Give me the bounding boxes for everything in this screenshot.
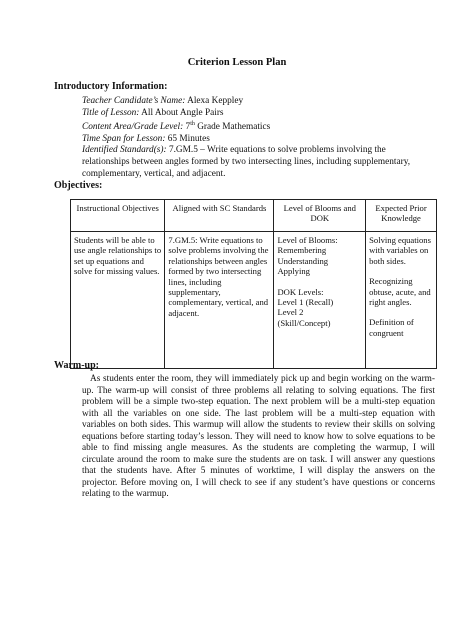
time-span-value: 65 Minutes (167, 133, 210, 144)
intro-block (82, 96, 427, 180)
blooms-level-1: Remembering (277, 245, 327, 256)
warmup-heading: Warm-up: (54, 360, 99, 371)
cell-aligned-standards: 7.GM.5: Write equations to solve problems involving the relationships between angles formed by two intersecting lines, including supplementary, complementary, vertical, and adjacent. (165, 232, 274, 369)
header-blooms-dok: Level of Blooms and DOK (274, 200, 366, 232)
lesson-title-line (82, 108, 427, 120)
prior-knowledge-3: Definition of congruent (369, 317, 414, 338)
intro-heading: Introductory Information: (54, 81, 168, 92)
dok-label: DOK Levels: (277, 286, 324, 297)
blooms-level-2: Understanding (277, 255, 329, 266)
content-area-value: Grade Mathematics (197, 122, 271, 133)
teacher-label: Teacher Candidate’s Name: (82, 96, 186, 106)
grade-suffix: th (190, 121, 195, 128)
prior-knowledge-2: Recognizing obtuse, acute, and right angles. (369, 276, 431, 308)
cell-instructional-objectives: Students will be able to use angle relationships to set up equations and solve for missing values. (71, 232, 165, 369)
header-instructional-objectives: Instructional Objectives (71, 200, 165, 232)
standards-line (82, 145, 427, 180)
teacher-value: Alexa Keppley (187, 96, 244, 106)
content-area-line (82, 119, 427, 134)
document-title: Criterion Lesson Plan (187, 57, 287, 68)
time-span-label: Time Span for Lesson: (82, 133, 166, 144)
grade-number: 7 (185, 122, 191, 133)
dok-level-2: Level 2 (277, 307, 304, 318)
content-area-label: Content Area/Grade Level: (82, 122, 184, 133)
warmup-paragraph: As students enter the room, they will immediately pick up and begin working on the warm-up. The warm-up will consist of three problems all relating to solving equations. The first problem will be a simple two-step equation. The next problem will be a multi-step equation with all the variables on one side. The last problem will be a multi-step equation with variables on both sides. This warmup will allow the students to review their skills on solving equations before starting today’s lesson. They will need to know how to solve equations to be able to find missing angle measures. As the students are completing the warmup, I will circulate around the room to make sure the students are on task. I will answer any questions that the students have. After 5 minutes of worktime, I will display the answers on the projector. Before moving on, I will check to see if any student’s have questions or concerns relating to the warmup. (82, 374, 435, 499)
objectives-content-row (71, 232, 437, 369)
header-aligned-standards: Aligned with SC Standards (165, 200, 274, 232)
objectives-heading: Objectives: (54, 180, 103, 191)
lesson-title-label: Title of Lesson: (82, 107, 140, 118)
standards-value: 7.GM.5 – Write equations to solve problems involving the relationships between angles formed by two intersecting lines, including supplementary, complementary, vertical, and adjacent. (82, 145, 411, 179)
header-prior-knowledge: Expected Prior Knowledge (366, 200, 437, 232)
objectives-table (70, 199, 437, 369)
standards-label: Identified Standard(s): (82, 145, 167, 156)
blooms-level-3: Applying (277, 266, 310, 277)
time-span-line (82, 134, 427, 146)
cell-prior-knowledge (366, 232, 437, 369)
blooms-label: Level of Blooms: (277, 235, 338, 245)
cell-blooms-dok (274, 232, 366, 369)
objectives-header-row (71, 200, 437, 232)
dok-level-1: Level 1 (Recall) (277, 297, 334, 308)
lesson-title-value: All About Angle Pairs (141, 107, 224, 118)
teacher-line (82, 96, 427, 108)
prior-knowledge-1: Solving equations with variables on both sides. (369, 235, 431, 266)
dok-level-2-desc: (Skill/Concept) (277, 317, 331, 328)
